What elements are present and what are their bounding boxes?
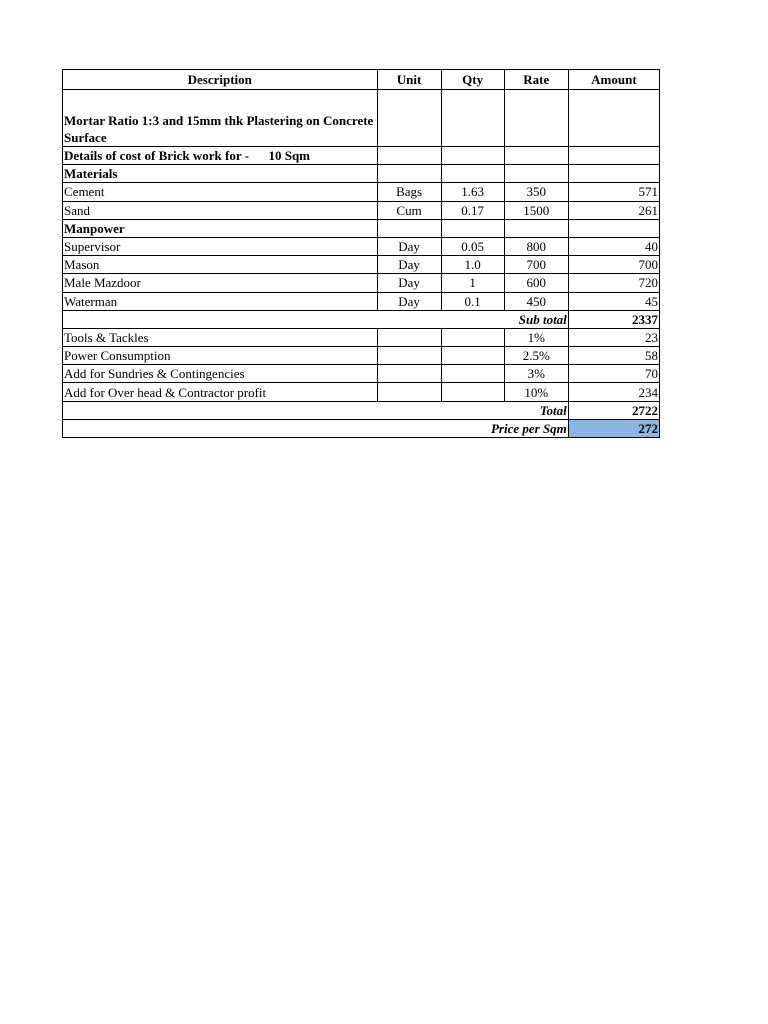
extra-rate[interactable]: 1% [504, 328, 568, 346]
item-qty[interactable]: 1 [441, 274, 504, 292]
subtotal-label[interactable]: Sub total [63, 310, 569, 328]
details-label[interactable]: Details of cost of Brick work for - 10 Sqm [63, 147, 378, 165]
price-row [63, 419, 660, 437]
item-unit[interactable]: Bags [377, 183, 441, 201]
table-row [63, 292, 660, 310]
item-unit[interactable]: Cum [377, 201, 441, 219]
empty-cell[interactable] [568, 219, 659, 237]
empty-cell[interactable] [568, 147, 659, 165]
item-description[interactable]: Male Mazdoor [63, 274, 378, 292]
extra-description[interactable]: Tools & Tackles [63, 328, 378, 346]
empty-cell[interactable] [377, 347, 441, 365]
item-description[interactable]: Waterman [63, 292, 378, 310]
item-description[interactable]: Sand [63, 201, 378, 219]
table-row [63, 365, 660, 383]
item-description[interactable]: Supervisor [63, 237, 378, 255]
extra-description[interactable]: Add for Sundries & Contingencies [63, 365, 378, 383]
item-qty[interactable]: 0.17 [441, 201, 504, 219]
total-amount[interactable]: 2722 [568, 401, 659, 419]
empty-cell[interactable] [441, 328, 504, 346]
title-row [63, 90, 660, 147]
subtotal-amount[interactable]: 2337 [568, 310, 659, 328]
header-unit[interactable]: Unit [377, 70, 441, 90]
empty-cell[interactable] [377, 147, 441, 165]
table-row [63, 383, 660, 401]
item-amount[interactable]: 700 [568, 256, 659, 274]
extra-rate[interactable]: 3% [504, 365, 568, 383]
table-row [63, 274, 660, 292]
item-unit[interactable]: Day [377, 237, 441, 255]
cost-estimate-table [62, 69, 660, 438]
table-row [63, 183, 660, 201]
extra-rate[interactable]: 2.5% [504, 347, 568, 365]
empty-cell[interactable] [441, 165, 504, 183]
extra-amount[interactable]: 70 [568, 365, 659, 383]
table-row [63, 256, 660, 274]
empty-cell[interactable] [504, 90, 568, 147]
item-rate[interactable]: 800 [504, 237, 568, 255]
empty-cell[interactable] [504, 147, 568, 165]
item-unit[interactable]: Day [377, 274, 441, 292]
table-row [63, 237, 660, 255]
empty-cell[interactable] [377, 328, 441, 346]
empty-cell[interactable] [441, 347, 504, 365]
item-qty[interactable]: 0.05 [441, 237, 504, 255]
empty-cell[interactable] [377, 219, 441, 237]
empty-cell[interactable] [441, 383, 504, 401]
item-unit[interactable]: Day [377, 256, 441, 274]
empty-cell[interactable] [377, 383, 441, 401]
table-row [63, 347, 660, 365]
extra-rate[interactable]: 10% [504, 383, 568, 401]
table-row [63, 201, 660, 219]
section-label-manpower[interactable]: Manpower [63, 219, 378, 237]
empty-cell[interactable] [568, 90, 659, 147]
price-amount[interactable]: 272 [568, 419, 659, 437]
header-amount[interactable]: Amount [568, 70, 659, 90]
price-label[interactable]: Price per Sqm [63, 419, 569, 437]
total-row [63, 401, 660, 419]
item-unit[interactable]: Day [377, 292, 441, 310]
item-amount[interactable]: 45 [568, 292, 659, 310]
empty-cell[interactable] [377, 365, 441, 383]
details-row [63, 147, 660, 165]
empty-cell[interactable] [377, 165, 441, 183]
empty-cell[interactable] [377, 90, 441, 147]
item-amount[interactable]: 571 [568, 183, 659, 201]
item-rate[interactable]: 600 [504, 274, 568, 292]
item-rate[interactable]: 450 [504, 292, 568, 310]
header-rate[interactable]: Rate [504, 70, 568, 90]
section-row-materials [63, 165, 660, 183]
item-rate[interactable]: 700 [504, 256, 568, 274]
empty-cell[interactable] [504, 165, 568, 183]
item-description[interactable]: Cement [63, 183, 378, 201]
empty-cell[interactable] [441, 365, 504, 383]
subtotal-row [63, 310, 660, 328]
empty-cell[interactable] [568, 165, 659, 183]
section-row-manpower [63, 219, 660, 237]
work-title[interactable]: Mortar Ratio 1:3 and 15mm thk Plastering on Concrete Surface [63, 90, 378, 147]
extra-description[interactable]: Power Consumption [63, 347, 378, 365]
extra-amount[interactable]: 234 [568, 383, 659, 401]
item-amount[interactable]: 40 [568, 237, 659, 255]
header-row [63, 70, 660, 90]
item-description[interactable]: Mason [63, 256, 378, 274]
item-amount[interactable]: 720 [568, 274, 659, 292]
empty-cell[interactable] [441, 147, 504, 165]
extra-description[interactable]: Add for Over head & Contractor profit [63, 383, 378, 401]
item-rate[interactable]: 350 [504, 183, 568, 201]
section-label-materials[interactable]: Materials [63, 165, 378, 183]
item-qty[interactable]: 1.63 [441, 183, 504, 201]
table-row [63, 328, 660, 346]
empty-cell[interactable] [441, 90, 504, 147]
item-qty[interactable]: 0.1 [441, 292, 504, 310]
item-rate[interactable]: 1500 [504, 201, 568, 219]
empty-cell[interactable] [441, 219, 504, 237]
header-description[interactable]: Description [63, 70, 378, 90]
empty-cell[interactable] [504, 219, 568, 237]
item-amount[interactable]: 261 [568, 201, 659, 219]
extra-amount[interactable]: 58 [568, 347, 659, 365]
header-qty[interactable]: Qty [441, 70, 504, 90]
item-qty[interactable]: 1.0 [441, 256, 504, 274]
extra-amount[interactable]: 23 [568, 328, 659, 346]
total-label[interactable]: Total [63, 401, 569, 419]
